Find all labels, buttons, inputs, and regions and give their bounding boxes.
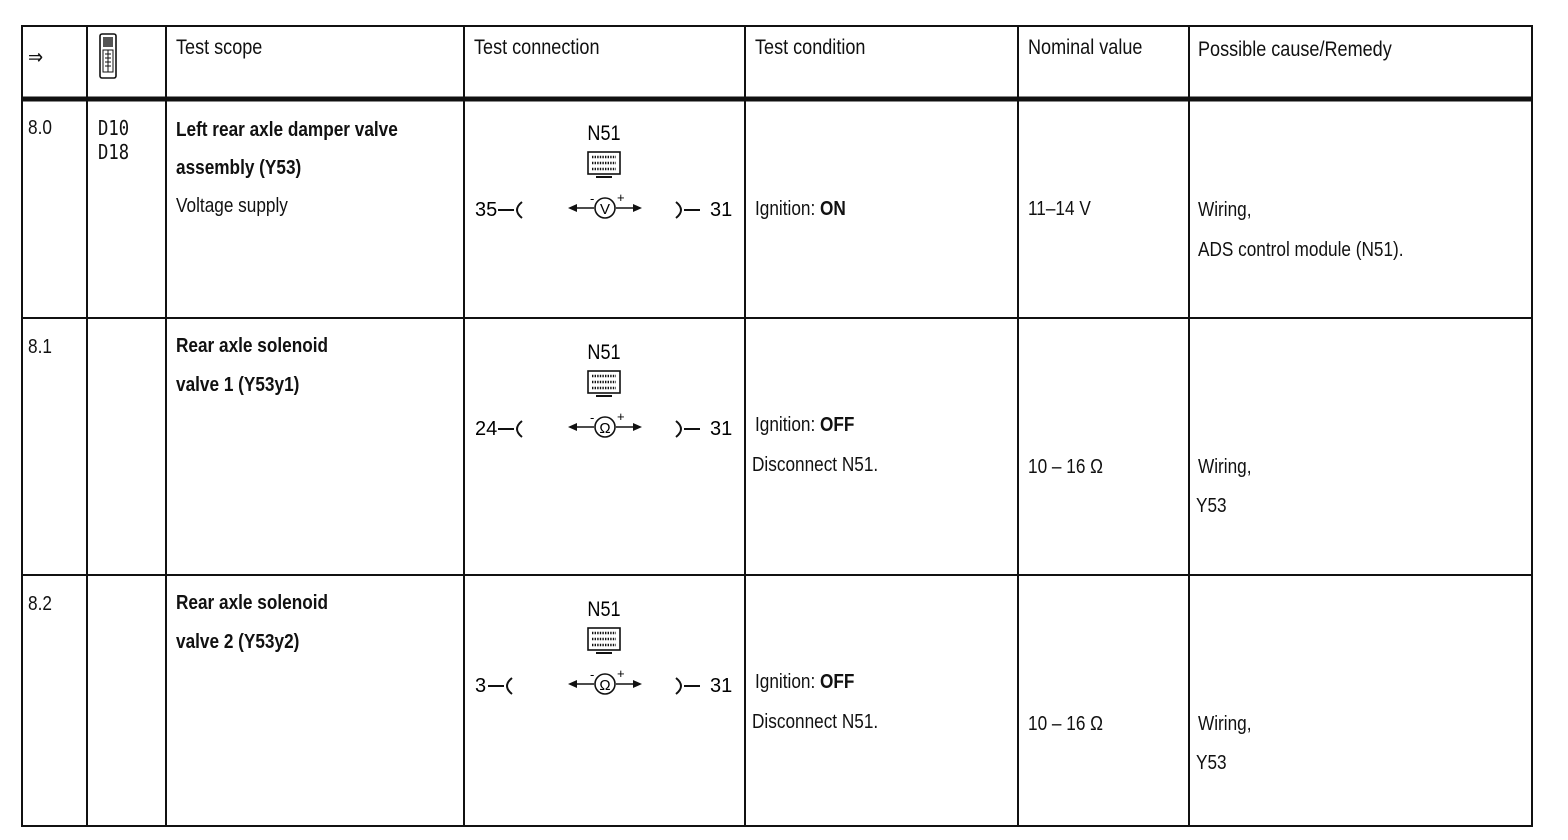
pin-left: 24 xyxy=(475,418,498,440)
test-condition xyxy=(755,670,854,694)
socket-right-icon xyxy=(676,202,700,218)
test-connection-diagram xyxy=(475,598,732,697)
pin-right: 31 xyxy=(710,199,733,221)
module-label: N51 xyxy=(587,121,621,146)
condition-value: OFF xyxy=(820,671,855,693)
test-scope-title: Rear axle solenoid xyxy=(176,335,329,357)
test-scope-title: Rear axle solenoid xyxy=(176,592,329,614)
plus-sign: + xyxy=(617,409,625,424)
condition-extra: Disconnect N51. xyxy=(752,454,879,476)
step-number: 8.1 xyxy=(28,336,52,358)
control-module-connector-icon xyxy=(588,152,620,177)
condition-value: ON xyxy=(820,198,846,220)
condition-label: Ignition: xyxy=(755,414,821,436)
remedy-line: Y53 xyxy=(1196,495,1227,517)
remedy-line: ADS control module (N51). xyxy=(1198,239,1404,261)
header-test-connection: Test connection xyxy=(474,36,600,59)
condition-extra: Disconnect N51. xyxy=(752,711,879,733)
voltmeter-icon xyxy=(568,190,642,218)
nominal-value: 10 – 16 Ω xyxy=(1028,713,1104,735)
plus-sign: + xyxy=(617,666,625,681)
test-scope-sub: Voltage supply xyxy=(176,195,288,217)
remedy-line: Wiring, xyxy=(1198,713,1252,735)
minus-sign: - xyxy=(590,191,595,206)
header-test-scope: Test scope xyxy=(176,36,263,59)
pin-left: 35 xyxy=(475,199,498,221)
hand-held-tester-icon xyxy=(100,34,116,78)
header-arrow: ⇒ xyxy=(28,46,44,69)
test-scope-title: valve 2 (Y53y2) xyxy=(176,631,300,653)
ohmmeter-icon xyxy=(568,409,642,437)
step-number: 8.0 xyxy=(28,117,52,139)
module-label: N51 xyxy=(587,340,621,365)
test-scope-title: Left rear axle damper valve xyxy=(176,119,398,141)
header-test-condition: Test condition xyxy=(755,36,866,59)
ohmmeter-icon xyxy=(568,666,642,694)
condition-label: Ignition: xyxy=(755,671,821,693)
nominal-value: 11–14 V xyxy=(1028,198,1091,220)
condition-value: OFF xyxy=(820,414,855,436)
diagnostic-code: D10 xyxy=(98,116,130,140)
socket-left-icon xyxy=(498,421,522,437)
step-number: 8.2 xyxy=(28,593,52,615)
remedy-line: Wiring, xyxy=(1198,199,1252,221)
socket-right-icon xyxy=(676,421,700,437)
meter-symbol: V xyxy=(599,201,611,218)
socket-left-icon xyxy=(498,202,522,218)
control-module-connector-icon xyxy=(588,371,620,396)
nominal-value: 10 – 16 Ω xyxy=(1028,456,1104,478)
plus-sign: + xyxy=(617,190,625,205)
condition-label: Ignition: xyxy=(755,198,821,220)
pin-right: 31 xyxy=(710,675,733,697)
minus-sign: - xyxy=(590,410,595,425)
test-connection-diagram xyxy=(475,122,732,221)
remedy-line: Wiring, xyxy=(1198,456,1252,478)
test-scope-title: valve 1 (Y53y1) xyxy=(176,374,300,396)
test-condition xyxy=(755,197,846,221)
minus-sign: - xyxy=(590,667,595,682)
meter-symbol: Ω xyxy=(599,420,611,437)
test-condition xyxy=(755,413,854,437)
test-scope-title: assembly (Y53) xyxy=(176,157,302,179)
socket-left-icon xyxy=(488,678,512,694)
header-possible-cause: Possible cause/Remedy xyxy=(1198,38,1392,61)
diagnostic-code: D18 xyxy=(98,140,130,164)
control-module-connector-icon xyxy=(588,628,620,653)
module-label: N51 xyxy=(587,597,621,622)
pin-right: 31 xyxy=(710,418,733,440)
meter-symbol: Ω xyxy=(599,677,611,694)
socket-right-icon xyxy=(676,678,700,694)
pin-left: 3 xyxy=(475,675,487,697)
remedy-line: Y53 xyxy=(1196,752,1227,774)
header-nominal-value: Nominal value xyxy=(1028,36,1143,59)
test-connection-diagram xyxy=(475,341,732,440)
